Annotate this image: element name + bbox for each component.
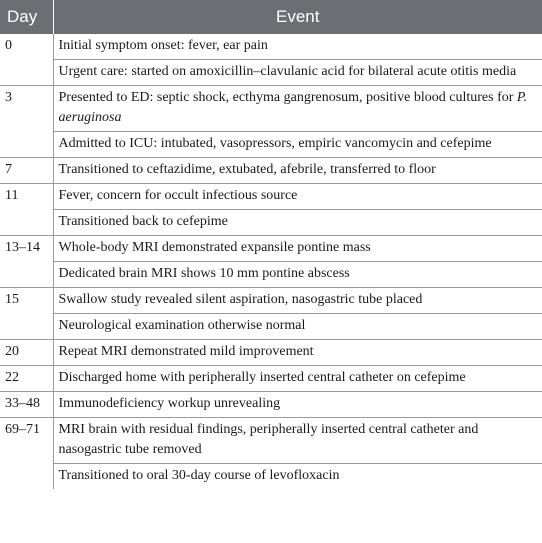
table-row: [0, 288, 542, 314]
event-cell: Immunodeficiency workup unrevealing: [53, 392, 542, 418]
table-row: [0, 314, 542, 340]
header-event: Event: [53, 0, 542, 34]
day-cell: 22: [0, 366, 53, 392]
day-cell: 13–14: [0, 236, 53, 288]
event-cell: Swallow study revealed silent aspiration, nasogastric tube placed: [53, 288, 542, 314]
day-cell: 33–48: [0, 392, 53, 418]
event-cell: Discharged home with peripherally inserted central catheter on cefepime: [53, 366, 542, 392]
day-cell: 3: [0, 86, 53, 158]
table-row: [0, 366, 542, 392]
table-row: [0, 392, 542, 418]
table-row: [0, 262, 542, 288]
day-cell: 0: [0, 34, 53, 86]
event-cell: Transitioned back to cefepime: [53, 210, 542, 236]
table-row: [0, 340, 542, 366]
table-row: [0, 184, 542, 210]
day-cell: 7: [0, 158, 53, 184]
event-cell: Transitioned to oral 30-day course of levofloxacin: [58, 468, 340, 483]
day-cell: 15: [0, 288, 53, 340]
day-cell: 69–71: [0, 418, 53, 490]
event-cell: Transitioned to ceftazidime, extubated, afebrile, transferred to floor: [53, 158, 542, 184]
table-row: [0, 210, 542, 236]
table-row: [0, 464, 542, 490]
event-text: Presented to ED: septic shock, ecthyma gangrenosum, positive blood cultures for: [58, 90, 517, 105]
event-cell: Admitted to ICU: intubated, vasopressors, empiric vancomycin and cefepime: [53, 132, 542, 158]
day-cell: 11: [0, 184, 53, 236]
event-cell: Neurological examination otherwise normal: [53, 314, 542, 340]
table-row: [0, 418, 542, 464]
day-cell: 20: [0, 340, 53, 366]
header-day: Day: [0, 0, 53, 34]
header-row: [0, 0, 542, 34]
table-row: [0, 60, 542, 86]
table-row: [0, 34, 542, 60]
event-cell: [53, 86, 542, 132]
table-row: [0, 236, 542, 262]
event-cell: MRI brain with residual findings, peripherally inserted central catheter and nasogastric tube removed: [53, 418, 542, 464]
table-row: [0, 86, 542, 132]
table-row: [0, 158, 542, 184]
event-cell: Dedicated brain MRI shows 10 mm pontine abscess: [53, 262, 542, 288]
event-cell: Repeat MRI demonstrated mild improvement: [53, 340, 542, 366]
event-cell: Whole-body MRI demonstrated expansile pontine mass: [53, 236, 542, 262]
organism-name: P. aeruginosa: [58, 90, 528, 125]
event-cell: Urgent care: started on amoxicillin–clavulanic acid for bilateral acute otitis media: [53, 60, 542, 86]
table-row: [0, 132, 542, 158]
event-cell: Fever, concern for occult infectious source: [53, 184, 542, 210]
event-cell: Initial symptom onset: fever, ear pain: [53, 34, 542, 60]
